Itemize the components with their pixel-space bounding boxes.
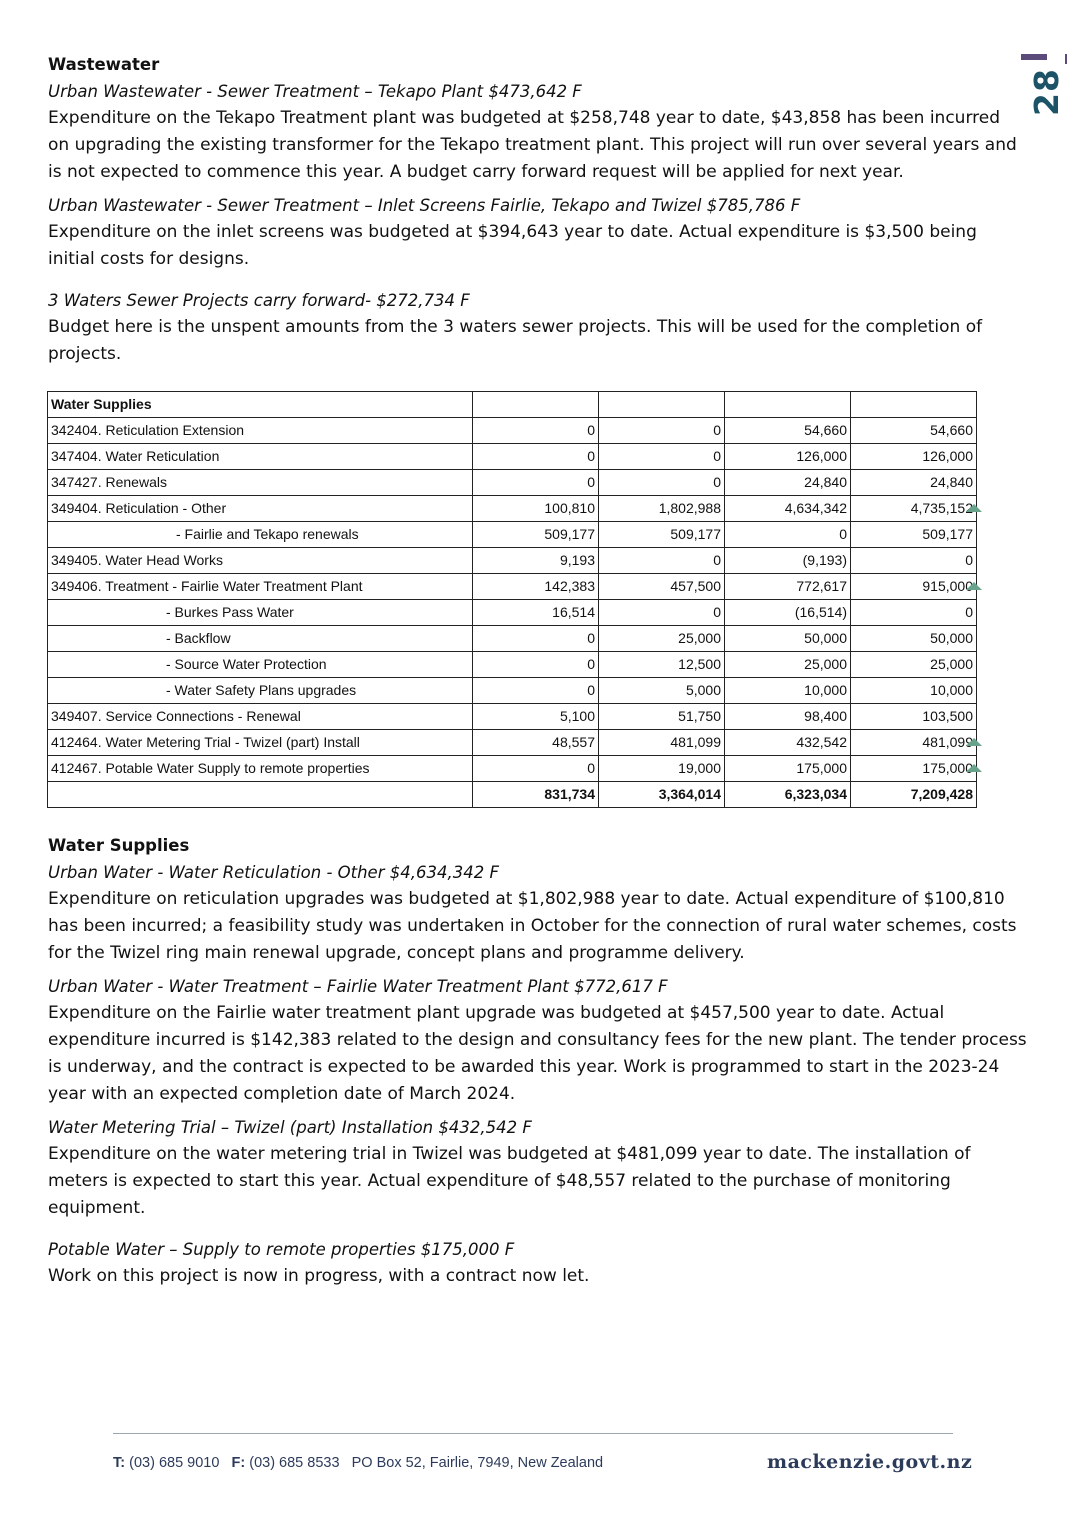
water-item-text: Work on this project is now in progress, with a contract now let. (48, 1266, 590, 1286)
row-value-c3: 24,840 (725, 470, 851, 496)
row-value-c2: 12,500 (599, 652, 725, 678)
row-value-c1: 509,177 (473, 522, 599, 548)
row-value-c4: 24,840 (851, 470, 977, 496)
row-value-c2: 1,802,988 (599, 496, 725, 522)
row-label: 347404. Water Reticulation (48, 444, 473, 470)
row-label: 349405. Water Head Works (48, 548, 473, 574)
row-value-c2: 0 (599, 444, 725, 470)
table-row (48, 574, 977, 600)
table-row (48, 600, 977, 626)
water-supplies-section (48, 833, 1028, 1290)
row-value-c3: 175,000 (725, 756, 851, 782)
total-c4: 7,209,428 (851, 782, 977, 808)
row-value-c2: 509,177 (599, 522, 725, 548)
table-row (48, 418, 977, 444)
water-item-title: Potable Water – Supply to remote properties $175,000 F (48, 1240, 515, 1259)
row-label: 349406. Treatment - Fairlie Water Treatment Plant (48, 574, 473, 600)
wastewater-item-title: Urban Wastewater - Sewer Treatment – Tekapo Plant $473,642 F (48, 82, 582, 101)
row-label: 342404. Reticulation Extension (48, 418, 473, 444)
table-row (48, 496, 977, 522)
row-value-c4: 915,000 (851, 574, 977, 600)
water-supplies-table (47, 391, 977, 808)
page-tab-bar (1021, 54, 1047, 60)
row-label: - Burkes Pass Water (48, 600, 473, 626)
table-header-row (48, 392, 977, 418)
row-value-c3: 0 (725, 522, 851, 548)
wastewater-item-title: 3 Waters Sewer Projects carry forward- $272,734 F (48, 291, 470, 310)
phone-label: T: (113, 1455, 126, 1471)
up-arrow-icon (966, 582, 982, 590)
row-value-c4: 509,177 (851, 522, 977, 548)
row-value-c4: 481,099 (851, 730, 977, 756)
row-value-c3: 126,000 (725, 444, 851, 470)
table-row (48, 704, 977, 730)
wastewater-section (48, 52, 1023, 368)
row-value-c4: 0 (851, 548, 977, 574)
table-row (48, 678, 977, 704)
row-value-c3: 432,542 (725, 730, 851, 756)
page-tab-marker (1021, 54, 1069, 60)
table-row (48, 444, 977, 470)
water-item-title: Urban Water - Water Treatment – Fairlie Water Treatment Plant $772,617 F (48, 977, 668, 996)
row-value-c2: 0 (599, 418, 725, 444)
phone-number: (03) 685 9010 (129, 1455, 220, 1471)
wastewater-heading: Wastewater (48, 55, 160, 74)
table-row (48, 652, 977, 678)
row-value-c4: 103,500 (851, 704, 977, 730)
row-value-c3: 54,660 (725, 418, 851, 444)
row-label: 349407. Service Connections - Renewal (48, 704, 473, 730)
row-value-c4: 10,000 (851, 678, 977, 704)
water-item-title: Urban Water - Water Reticulation - Other $4,634,342 F (48, 863, 499, 882)
row-value-c1: 5,100 (473, 704, 599, 730)
up-arrow-icon (966, 504, 982, 512)
table-row (48, 730, 977, 756)
water-supplies-heading: Water Supplies (48, 836, 190, 855)
total-c3: 6,323,034 (725, 782, 851, 808)
row-value-c2: 0 (599, 548, 725, 574)
row-value-c2: 0 (599, 470, 725, 496)
row-value-c1: 142,383 (473, 574, 599, 600)
totals-row (48, 782, 977, 808)
table-row (48, 626, 977, 652)
footer-divider (113, 1433, 953, 1434)
row-value-c3: 50,000 (725, 626, 851, 652)
row-value-c4: 126,000 (851, 444, 977, 470)
up-arrow-icon (966, 764, 982, 772)
up-arrow-icon (966, 738, 982, 746)
wastewater-item-title: Urban Wastewater - Sewer Treatment – Inlet Screens Fairlie, Tekapo and Twizel $785,786 F (48, 196, 801, 215)
row-value-c2: 5,000 (599, 678, 725, 704)
fax-label: F: (231, 1455, 246, 1471)
row-value-c1: 0 (473, 470, 599, 496)
postal-address: PO Box 52, Fairlie, 7949, New Zealand (351, 1455, 604, 1471)
water-item-title: Water Metering Trial – Twizel (part) Installation $432,542 F (48, 1118, 532, 1137)
row-value-c3: 772,617 (725, 574, 851, 600)
water-item-text: Expenditure on the Fairlie water treatment plant upgrade was budgeted at $457,500 year to date. Actual expenditure incurred is $142,383 related to the design and consultancy fees for the new plant. The tender process is underway, and the contract is expected to be awarded this year. Work is programmed to start in the 2023-24 year with an expected completion date of March 2024. (48, 1003, 1027, 1104)
row-value-c1: 0 (473, 756, 599, 782)
row-value-c4: 54,660 (851, 418, 977, 444)
row-value-c2: 51,750 (599, 704, 725, 730)
row-value-c4: 0 (851, 600, 977, 626)
row-value-c3: (16,514) (725, 600, 851, 626)
row-value-c2: 25,000 (599, 626, 725, 652)
row-label: 412467. Potable Water Supply to remote properties (48, 756, 473, 782)
row-label: - Source Water Protection (48, 652, 473, 678)
row-value-c3: 25,000 (725, 652, 851, 678)
row-value-c1: 0 (473, 652, 599, 678)
row-label: 349404. Reticulation - Other (48, 496, 473, 522)
row-value-c1: 9,193 (473, 548, 599, 574)
row-label: - Backflow (48, 626, 473, 652)
water-item-text: Expenditure on the water metering trial in Twizel was budgeted at $481,099 year to date. The installation of meters is expected to start this year. Actual expenditure of $48,557 related to the purchase of monitoring equipment. (48, 1144, 971, 1218)
row-value-c2: 0 (599, 600, 725, 626)
row-value-c3: 4,634,342 (725, 496, 851, 522)
row-value-c4: 50,000 (851, 626, 977, 652)
row-value-c3: 10,000 (725, 678, 851, 704)
total-c1: 831,734 (473, 782, 599, 808)
fax-number: (03) 685 8533 (249, 1455, 340, 1471)
row-value-c1: 48,557 (473, 730, 599, 756)
row-value-c1: 0 (473, 444, 599, 470)
row-value-c1: 16,514 (473, 600, 599, 626)
row-value-c2: 457,500 (599, 574, 725, 600)
row-value-c1: 0 (473, 626, 599, 652)
row-value-c2: 19,000 (599, 756, 725, 782)
row-value-c4: 25,000 (851, 652, 977, 678)
row-value-c1: 0 (473, 418, 599, 444)
row-value-c2: 481,099 (599, 730, 725, 756)
wastewater-item-text: Expenditure on the Tekapo Treatment plant was budgeted at $258,748 year to date, $43,858 has been incurred on upgrading the existing transformer for the Tekapo treatment plant. This project will run over several years and is not expected to commence this year. A budget carry forward request will be applied for next year. (48, 108, 1017, 182)
row-label: 412464. Water Metering Trial - Twizel (part) Install (48, 730, 473, 756)
website-link[interactable]: mackenzie.govt.nz (767, 1451, 973, 1473)
row-value-c4: 4,735,152 (851, 496, 977, 522)
row-value-c3: (9,193) (725, 548, 851, 574)
row-value-c1: 0 (473, 678, 599, 704)
row-value-c1: 100,810 (473, 496, 599, 522)
page-number: 28 (1027, 68, 1066, 116)
wastewater-item-text: Budget here is the unspent amounts from the 3 waters sewer projects. This will be used for the completion of projects. (48, 317, 983, 364)
row-label: - Water Safety Plans upgrades (48, 678, 473, 704)
table-row (48, 756, 977, 782)
table-row (48, 470, 977, 496)
table-header-label: Water Supplies (48, 392, 473, 418)
water-item-text: Expenditure on reticulation upgrades was budgeted at $1,802,988 year to date. Actual expenditure of $100,810 has been incurred; a feasibility study was undertaken in October for the connection of rural water schemes, costs for the Twizel ring main renewal upgrade, concept plans and programme delivery. (48, 889, 1017, 963)
row-value-c3: 98,400 (725, 704, 851, 730)
wastewater-item-text: Expenditure on the inlet screens was budgeted at $394,643 year to date. Actual expenditure is $3,500 being initial costs for designs. (48, 222, 977, 269)
table-row (48, 548, 977, 574)
row-label: - Fairlie and Tekapo renewals (48, 522, 473, 548)
total-c2: 3,364,014 (599, 782, 725, 808)
table-row (48, 522, 977, 548)
footer-contact (113, 1455, 603, 1471)
row-value-c4: 175,000 (851, 756, 977, 782)
row-label: 347427. Renewals (48, 470, 473, 496)
